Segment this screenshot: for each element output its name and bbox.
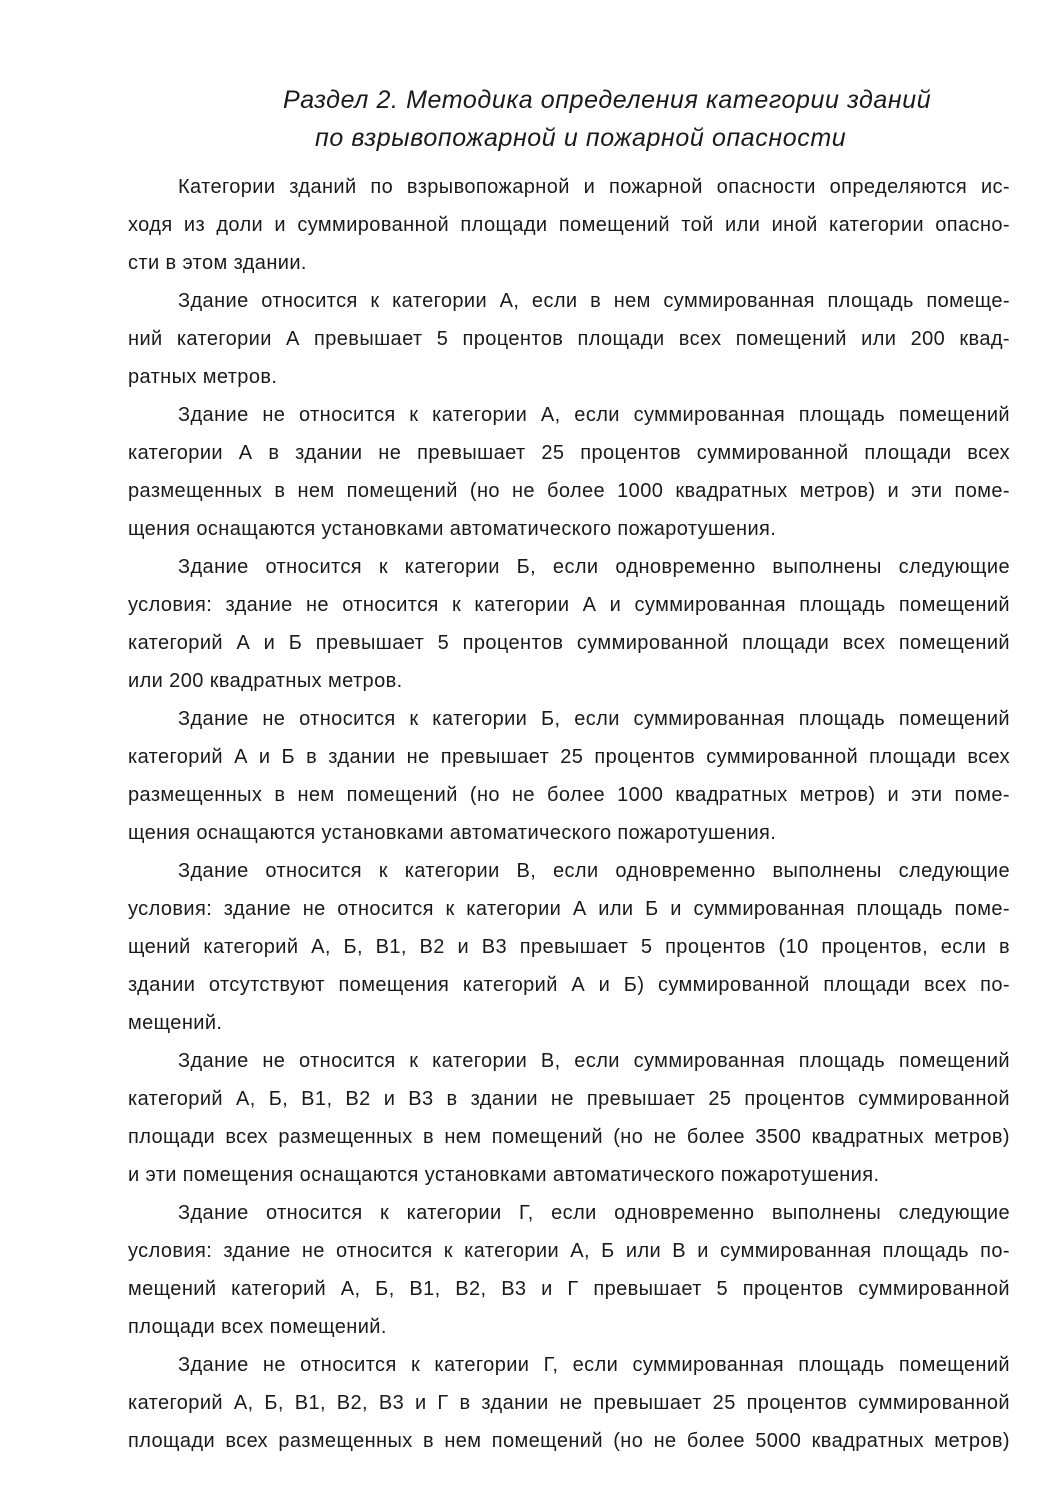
text-line: Здание не относится к категории В, если суммированная площадь помещений	[178, 1050, 1010, 1072]
text-line: условия: здание не относится к категории А и суммированная площадь помещений	[128, 594, 1010, 616]
paragraph	[128, 1042, 1010, 1194]
text-line: щения оснащаются установками автоматического пожаротушения.	[128, 518, 777, 540]
text-line: категории А в здании не превышает 25 процентов суммированной площади всех	[128, 442, 1010, 464]
text-line: ходя из доли и суммированной площади помещений той или иной категории опасно-	[128, 214, 1010, 236]
text-line: Здание относится к категории А, если в нем суммированная площадь помеще-	[178, 290, 1010, 312]
text-line: размещенных в нем помещений (но не более 1000 квадратных метров) и эти поме-	[128, 480, 1010, 502]
paragraph	[128, 852, 1010, 1042]
text-line: мещений категорий А, Б, В1, В2, В3 и Г превышает 5 процентов суммированной	[128, 1278, 1010, 1300]
text-line: площади всех размещенных в нем помещений (но не более 3500 квадратных метров)	[128, 1126, 1010, 1148]
text-line: категорий А, Б, В1, В2 и В3 в здании не превышает 25 процентов суммированной	[128, 1088, 1010, 1110]
text-line: размещенных в нем помещений (но не более 1000 квадратных метров) и эти поме-	[128, 784, 1010, 806]
text-line: Категории зданий по взрывопожарной и пожарной опасности определяются ис-	[178, 176, 1010, 198]
text-line: Здание относится к категории Б, если одновременно выполнены следующие	[178, 556, 1010, 578]
text-line: площади всех помещений.	[128, 1316, 387, 1338]
section-title-line-2: по взрывопожарной и пожарной опасности	[315, 124, 847, 152]
paragraph	[128, 282, 1010, 396]
paragraph	[128, 396, 1010, 548]
text-line: ний категории А превышает 5 процентов площади всех помещений или 200 квад-	[128, 328, 1010, 350]
text-line: или 200 квадратных метров.	[128, 670, 403, 692]
text-line: Здание не относится к категории Б, если суммированная площадь помещений	[178, 708, 1010, 730]
text-line: щения оснащаются установками автоматического пожаротушения.	[128, 822, 777, 844]
text-line: щений категорий А, Б, В1, В2 и В3 превышает 5 процентов (10 процентов, если в	[128, 936, 1010, 958]
section-title-line-1: Раздел 2. Методика определения категории зданий	[283, 86, 932, 114]
text-line: Здание относится к категории Г, если одновременно выполнены следующие	[178, 1202, 1010, 1224]
text-line: Здание относится к категории В, если одновременно выполнены следующие	[178, 860, 1010, 882]
paragraph	[128, 168, 1010, 282]
paragraph	[128, 548, 1010, 700]
document-body	[128, 168, 1010, 1460]
paragraph	[128, 1194, 1010, 1346]
text-line: категорий А, Б, В1, В2, В3 и Г в здании не превышает 25 процентов суммированной	[128, 1392, 1010, 1414]
text-line: и эти помещения оснащаются установками автоматического пожаротушения.	[128, 1164, 880, 1186]
text-line: мещений.	[128, 1012, 223, 1034]
paragraph	[128, 1346, 1010, 1460]
text-line: площади всех размещенных в нем помещений (но не более 5000 квадратных метров)	[128, 1430, 1010, 1452]
text-line: здании отсутствуют помещения категорий А и Б) суммированной площади всех по-	[128, 974, 1010, 996]
text-line: условия: здание не относится к категории А или Б и суммированная площадь поме-	[128, 898, 1010, 920]
paragraph	[128, 700, 1010, 852]
text-line: категорий А и Б в здании не превышает 25 процентов суммированной площади всех	[128, 746, 1010, 768]
text-line: сти в этом здании.	[128, 252, 307, 274]
text-line: категорий А и Б превышает 5 процентов суммированной площади всех помещений	[128, 632, 1010, 654]
text-line: Здание не относится к категории Г, если суммированная площадь помещений	[178, 1354, 1010, 1376]
text-line: условия: здание не относится к категории А, Б или В и суммированная площадь по-	[128, 1240, 1010, 1262]
text-line: Здание не относится к категории А, если суммированная площадь помещений	[178, 404, 1010, 426]
text-line: ратных метров.	[128, 366, 278, 388]
